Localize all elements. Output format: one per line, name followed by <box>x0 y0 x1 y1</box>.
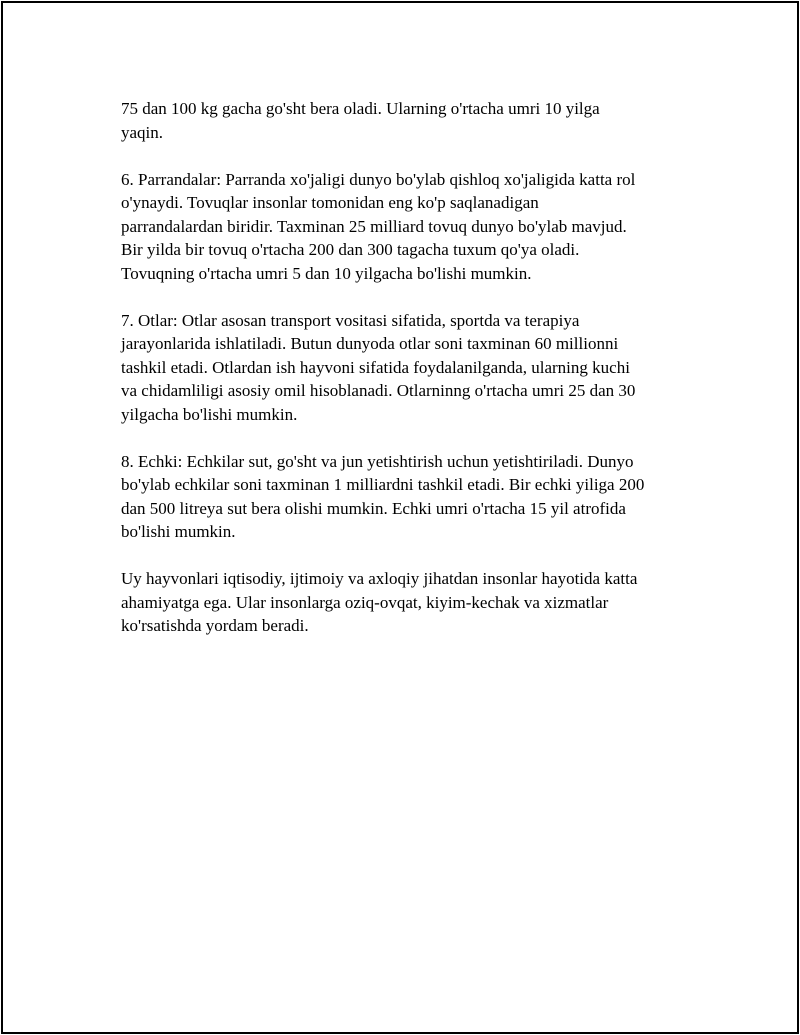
document-body <box>121 97 701 661</box>
page-frame <box>1 1 799 1034</box>
text-line: tashkil etadi. Otlardan ish hayvoni sifatida foydalanilganda, ularning kuchi <box>121 357 630 377</box>
text-line: yaqin. <box>121 122 164 142</box>
text-line: Bir yilda bir tovuq o'rtacha 200 dan 300 tagacha tuxum qo'ya oladi. <box>121 240 580 259</box>
text-line: 7. Otlar: Otlar asosan transport vositasi sifatida, sportda va terapiya <box>121 310 580 330</box>
text-line: dan 500 litreya sut bera olishi mumkin. Echki umri o'rtacha 15 yil atrofida <box>121 498 626 518</box>
text-line: bo'lishi mumkin. <box>121 522 236 541</box>
text-line: va chidamliligi asosiy omil hisoblanadi. Otlarninng o'rtacha umri 25 dan 30 <box>121 381 636 400</box>
text-line: parrandalardan biridir. Taxminan 25 milliard tovuq dunyo bo'ylab mavjud. <box>121 216 627 236</box>
text-line: 75 dan 100 kg gacha go'sht bera oladi. Ularning o'rtacha umri 10 yilga <box>121 99 600 118</box>
text-line: 6. Parrandalar: Parranda xo'jaligi dunyo bo'ylab qishloq xo'jaligida katta rol <box>121 169 636 189</box>
paragraph-section-8-echki <box>121 450 701 544</box>
paragraph-section-7-otlar <box>121 309 701 427</box>
paragraph-conclusion <box>121 567 701 638</box>
text-line: Tovuqning o'rtacha umri 5 dan 10 yilgacha bo'lishi mumkin. <box>121 263 532 283</box>
paragraph-section-6-parrandalar <box>121 168 701 286</box>
text-line: Uy hayvonlari iqtisodiy, ijtimoiy va axloqiy jihatdan insonlar hayotida katta <box>121 569 638 588</box>
text-line: ahamiyatga ega. Ular insonlarga oziq-ovqat, kiyim-kechak va xizmatlar <box>121 592 609 612</box>
text-line: jarayonlarida ishlatiladi. Butun dunyoda otlar soni taxminan 60 millionni <box>121 334 619 353</box>
text-line: o'ynaydi. Tovuqlar insonlar tomonidan eng ko'p saqlanadigan <box>121 193 539 212</box>
text-line: ko'rsatishda yordam beradi. <box>121 616 309 635</box>
text-line: yilgacha bo'lishi mumkin. <box>121 404 298 424</box>
paragraph-intro-continuation <box>121 97 701 144</box>
text-line: bo'ylab echkilar soni taxminan 1 milliardni tashkil etadi. Bir echki yiliga 200 <box>121 475 645 494</box>
text-line: 8. Echki: Echkilar sut, go'sht va jun yetishtirish uchun yetishtiriladi. Dunyo <box>121 451 634 471</box>
